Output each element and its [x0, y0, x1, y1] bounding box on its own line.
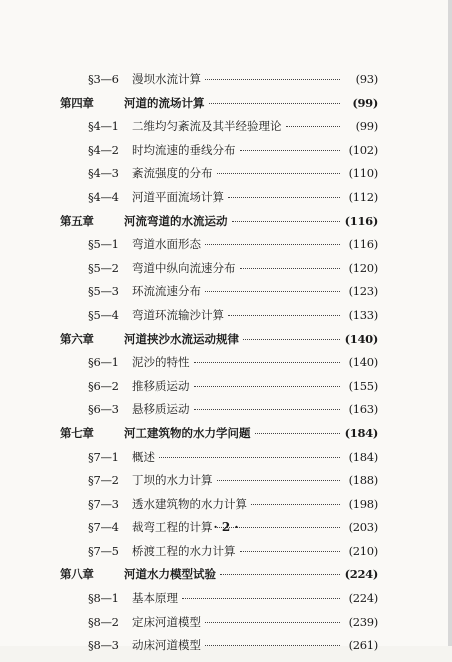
toc-leader-dots	[243, 339, 340, 340]
toc-entry-title: 透水建筑物的水力计算	[132, 496, 247, 511]
toc-leader-dots	[217, 173, 341, 174]
toc-entry-page: (224)	[344, 567, 378, 582]
toc-section-entry	[60, 308, 378, 332]
toc-entry-number: §5—4	[88, 307, 119, 322]
toc-entry-page: (120)	[348, 260, 378, 275]
toc-entry-number: §8—1	[88, 591, 119, 606]
toc-leader-dots	[240, 150, 341, 151]
toc-section-entry	[60, 544, 378, 568]
toc-leader-dots	[255, 433, 341, 434]
toc-section-entry	[60, 591, 378, 615]
toc-section-entry	[60, 473, 378, 497]
toc-section-entry	[60, 615, 378, 639]
toc-leader-dots	[228, 315, 340, 316]
toc-entry-title: 环流流速分布	[132, 284, 201, 299]
toc-entry-number: 第七章	[60, 425, 94, 440]
toc-entry-title: 定床河道模型	[132, 614, 201, 629]
toc-entry-number: §6—1	[88, 355, 119, 370]
toc-entry-number: §4—3	[88, 166, 119, 181]
toc-entry-title: 二维均匀紊流及其半经验理论	[132, 119, 282, 134]
toc-leader-dots	[205, 79, 340, 80]
toc-section-entry	[60, 143, 378, 167]
toc-section-entry	[60, 402, 378, 426]
toc-entry-page: (184)	[348, 449, 378, 464]
toc-section-entry	[60, 190, 378, 214]
toc-entry-number: §4—1	[88, 119, 119, 134]
toc-entry-number: §4—4	[88, 189, 119, 204]
toc-section-entry	[60, 119, 378, 143]
toc-section-entry	[60, 166, 378, 190]
toc-entry-title: 河道水力模型试验	[124, 567, 216, 582]
toc-entry-number: §7—2	[88, 473, 119, 488]
toc-section-entry	[60, 355, 378, 379]
toc-entry-number: §7—1	[88, 449, 119, 464]
toc-leader-dots	[228, 197, 340, 198]
toc-entry-page: (140)	[344, 331, 378, 346]
toc-leader-dots	[286, 126, 341, 127]
toc-leader-dots	[182, 598, 340, 599]
toc-entry-title: 丁坝的水力计算	[132, 473, 213, 488]
toc-entry-title: 弯道中纵向流速分布	[132, 260, 236, 275]
toc-entry-title: 时均流速的垂线分布	[132, 142, 236, 157]
toc-entry-title: 弯道环流输沙计算	[132, 307, 224, 322]
toc-entry-page: (123)	[348, 284, 378, 299]
toc-entry-title: 裁弯工程的计算	[132, 520, 213, 535]
toc-leader-dots	[220, 574, 340, 575]
toc-entry-number: §7—3	[88, 496, 119, 511]
toc-entry-page: (112)	[348, 189, 378, 204]
toc-leader-dots	[194, 409, 341, 410]
toc-entry-page: (188)	[348, 473, 378, 488]
toc-entry-number: §6—2	[88, 378, 119, 393]
toc-leader-dots	[205, 622, 340, 623]
toc-entry-page: (99)	[355, 119, 378, 134]
toc-entry-page: (261)	[348, 638, 378, 653]
toc-chapter-entry	[60, 96, 378, 120]
toc-entry-number: 第六章	[60, 331, 94, 346]
toc-entry-page: (110)	[348, 166, 378, 181]
toc-entry-page: (163)	[348, 402, 378, 417]
toc-entry-number: §5—3	[88, 284, 119, 299]
toc-entry-number: §7—5	[88, 543, 119, 558]
toc-entry-title: 紊流强度的分布	[132, 166, 213, 181]
toc-section-entry	[60, 450, 378, 474]
table-of-contents	[60, 72, 378, 662]
toc-entry-page: (210)	[348, 543, 378, 558]
toc-section-entry	[60, 284, 378, 308]
toc-entry-title: 泥沙的特性	[132, 355, 190, 370]
toc-chapter-entry	[60, 567, 378, 591]
toc-entry-title: 概述	[132, 449, 155, 464]
toc-chapter-entry	[60, 426, 378, 450]
toc-entry-number: §5—2	[88, 260, 119, 275]
toc-entry-number: §6—3	[88, 402, 119, 417]
toc-entry-title: 推移质运动	[132, 378, 190, 393]
toc-entry-number: §8—2	[88, 614, 119, 629]
toc-entry-title: 河流弯道的水流运动	[124, 213, 228, 228]
toc-entry-title: 漫坝水流计算	[132, 72, 201, 86]
toc-entry-page: (102)	[348, 142, 378, 157]
toc-leader-dots	[209, 103, 341, 104]
toc-section-entry	[60, 72, 378, 96]
toc-leader-dots	[217, 480, 341, 481]
toc-entry-number: 第四章	[60, 95, 94, 110]
toc-entry-title: 河道平面流场计算	[132, 189, 224, 204]
page-number: · 2 ·	[213, 520, 239, 534]
toc-leader-dots	[240, 268, 341, 269]
toc-entry-page: (155)	[348, 378, 378, 393]
toc-entry-number: §3—6	[88, 72, 119, 86]
toc-section-entry	[60, 261, 378, 285]
toc-leader-dots	[159, 457, 340, 458]
toc-entry-number: §4—2	[88, 142, 119, 157]
toc-leader-dots	[232, 221, 341, 222]
toc-entry-number: 第五章	[60, 213, 94, 228]
toc-entry-title: 河工建筑物的水力学问题	[124, 425, 251, 440]
toc-entry-title: 河道挟沙水流运动规律	[124, 331, 239, 346]
toc-chapter-entry	[60, 214, 378, 238]
toc-section-entry	[60, 237, 378, 261]
toc-entry-page: (184)	[344, 425, 378, 440]
toc-entry-page: (140)	[348, 355, 378, 370]
toc-section-entry	[60, 638, 378, 662]
toc-entry-page: (198)	[348, 496, 378, 511]
toc-entry-page: (239)	[348, 614, 378, 629]
toc-entry-page: (133)	[348, 307, 378, 322]
toc-entry-number: §8—3	[88, 638, 119, 653]
toc-entry-page: (224)	[348, 591, 378, 606]
toc-entry-page: (99)	[352, 95, 378, 110]
toc-entry-number: §7—4	[88, 520, 119, 535]
toc-section-entry	[60, 379, 378, 403]
toc-entry-title: 弯道水面形态	[132, 237, 201, 252]
toc-leader-dots	[194, 386, 341, 387]
toc-entry-number: 第八章	[60, 567, 94, 582]
toc-leader-dots	[240, 551, 341, 552]
toc-chapter-entry	[60, 332, 378, 356]
toc-leader-dots	[205, 244, 340, 245]
toc-leader-dots	[251, 504, 340, 505]
page-edge	[448, 0, 452, 646]
toc-entry-page: (93)	[355, 72, 378, 86]
toc-section-entry	[60, 497, 378, 521]
toc-entry-title: 悬移质运动	[132, 402, 190, 417]
toc-entry-page: (116)	[344, 213, 378, 228]
toc-entry-title: 桥渡工程的水力计算	[132, 543, 236, 558]
toc-leader-dots	[194, 362, 341, 363]
toc-entry-page: (116)	[348, 237, 378, 252]
toc-entry-title: 动床河道模型	[132, 638, 201, 653]
toc-entry-number: §5—1	[88, 237, 119, 252]
toc-leader-dots	[205, 291, 340, 292]
toc-entry-title: 河道的流场计算	[124, 95, 205, 110]
toc-entry-title: 基本原理	[132, 591, 178, 606]
toc-entry-page: (203)	[348, 520, 378, 535]
